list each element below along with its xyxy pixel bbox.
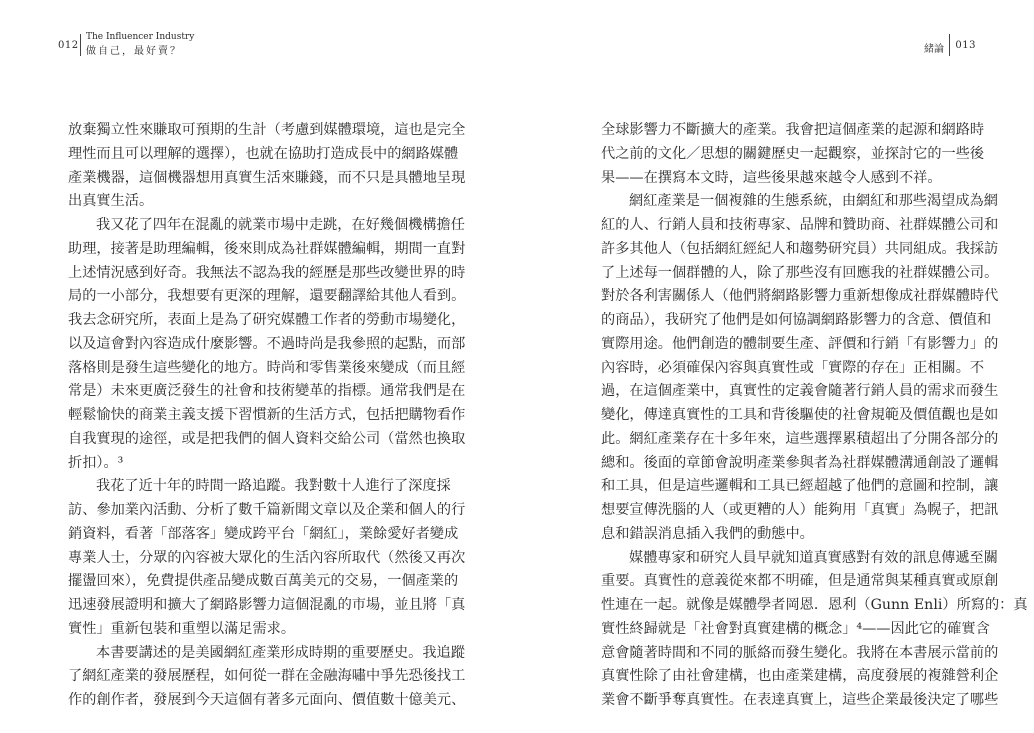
header-divider [80, 34, 81, 56]
text-line: 放棄獨立性來賺取可預期的生計（考慮到媒體環境，這也是完全 [68, 122, 466, 138]
text-line: 果——在撰寫本文時，這些後果越來越令人感到不祥。 [601, 169, 942, 186]
text-line: 理性而且可以理解的選擇），也就在協助打造成長中的網路媒體 [68, 145, 459, 162]
text-line: 許多其他人（包括網紅經紀人和趨勢研究員）共同組成。我採訪 [601, 240, 999, 257]
text-line: 實際用途。他們創造的體制要生產、評價和行銷「有影響力」的 [601, 335, 999, 352]
text-line: 和工具，但是這些邏輯和工具已經超越了他們的意圖和控制，讓 [601, 478, 999, 495]
text-line: 性連在一起。就像是媒體學者岡恩．恩利（Gunn Enli）所寫的：真 [601, 597, 1028, 613]
text-line: 媒體專家和研究人員早就知道真實感對有效的訊息傳遞至關 [629, 549, 998, 566]
text-line: 我去念研究所，表面上是為了研究媒體工作者的勞動市場變化， [68, 312, 466, 328]
text-line: 本書要講述的是美國網紅產業形成時期的重要歷史。我追蹤 [96, 644, 465, 661]
text-line: 上述情況感到好奇。我無法不認為我的經歷是那些改變世界的時 [68, 264, 466, 281]
text-line: 擺盪回來），免費提供產品變成數百萬美元的交易，一個產業的 [68, 573, 459, 590]
book-title-zh: 做自己，最好賣？ [86, 46, 182, 57]
chapter-title: 緒論 [924, 44, 944, 55]
text-line: 訪、參加業內活動、分析了數千篇新聞文章以及企業和個人的行 [68, 502, 466, 518]
text-line: 總和。後面的章節會說明產業參與者為社群媒體溝通創設了邏輯 [601, 454, 999, 471]
left-page-number: 012 [58, 40, 79, 51]
text-line: 出真實生活。 [68, 193, 154, 210]
text-line: 產業機器，這個機器想用真實生活來賺錢，而不只是具體地呈現 [68, 169, 466, 186]
text-line: 輕鬆愉快的商業主義支援下習慣新的生活方式，包括把購物看作 [68, 407, 466, 423]
text-line: 作的創作者，發展到今天這個有著多元面向、價值數十億美元、 [68, 692, 466, 708]
text-line: 紅的人、行銷人員和技術專家、品牌和贊助商、社群媒體公司和 [601, 217, 999, 233]
text-line: 重要。真實性的意義從來都不明確，但是通常與某種真實或原創 [601, 573, 999, 590]
text-line: 全球影響力不斷擴大的產業。我會把這個產業的起源和網路時 [601, 122, 985, 138]
right-page-number: 013 [955, 40, 976, 51]
text-line: 局的一小部分，我想要有更深的理解，還要翻譯給其他人看到。 [68, 288, 466, 305]
text-line: 內容時，必須確保內容與真實性或「實際的存在」正相關。不 [601, 359, 985, 376]
text-line: 銷資料，看著「部落客」變成跨平台「網紅」，業餘愛好者變成 [68, 525, 459, 542]
text-line: 常是）未來更廣泛發生的社會和技術變革的指標。通常我們是在 [68, 383, 466, 400]
text-line: 息和錯誤消息插入我們的動態中。 [601, 525, 814, 542]
text-line: 了上述每一個群體的人，除了那些沒有回應我的社群媒體公司。 [601, 264, 999, 281]
text-line: 自我實現的途徑，或是把我們的個人資料交給公司（當然也換取 [68, 430, 466, 447]
text-line: 折扣）。³ [68, 454, 124, 471]
text-line: 了網紅產業的發展歷程，如何從一群在金融海嘯中爭先恐後找工 [68, 668, 466, 685]
text-line: 實性終歸就是「社會對真實建構的概念」⁴——因此它的確實含 [601, 620, 990, 637]
text-line: 網紅產業是一個複雜的生態系統，由網紅和那些渴望成為網 [629, 193, 998, 210]
right-page [517, 0, 1034, 733]
text-line: 我又花了四年在混亂的就業市場中走跳，在好幾個機構擔任 [96, 217, 465, 233]
text-line: 助理，接著是助理編輯，後來則成為社群媒體編輯，期間一直對 [68, 240, 466, 257]
header-divider [949, 34, 950, 56]
text-line: 實性」重新包裝和重塑以滿足需求。 [68, 620, 296, 637]
book-title-en: The Influencer Industry [86, 32, 195, 42]
text-line: 此。網紅產業存在十多年來，這些選擇累積超出了分開各部分的 [601, 430, 999, 447]
text-line: 迅速發展證明和擴大了網路影響力這個混亂的市場，並且將「真 [68, 597, 466, 613]
text-line: 過，在這個產業中，真實性的定義會隨著行銷人員的需求而發生 [601, 383, 999, 400]
text-line: 真實性除了由社會建構，也由產業建構，高度發展的複雜營利企 [601, 668, 999, 685]
text-line: 專業人士，分眾的內容被大眾化的生活內容所取代（然後又再次 [68, 549, 466, 566]
text-line: 代之前的文化／思想的關鍵歷史一起觀察，並探討它的一些後 [601, 145, 985, 162]
text-line: 落格則是發生這些變化的地方。時尚和零售業後來變成（而且經 [68, 359, 466, 376]
text-line: 對於各利害關係人（他們將網路影響力重新想像成社群媒體時代 [601, 288, 999, 305]
text-line: 變化，傳達真實性的工具和背後驅使的社會規範及價值觀也是如 [601, 407, 999, 423]
text-line: 意會隨著時間和不同的脈絡而發生變化。我將在本書展示當前的 [601, 644, 999, 661]
text-line: 以及這會對內容造成什麼影響。不過時尚是我參照的起點，而部 [68, 335, 466, 352]
text-line: 想要宣傳洗腦的人（或更糟的人）能夠用「真實」為幌子，把訊 [601, 502, 999, 518]
text-line: 的商品），我研究了他們是如何協調網路影響力的含意、價值和 [601, 312, 992, 328]
text-line: 業會不斷爭奪真實性。在表達真實上，這些企業最後決定了哪些 [601, 692, 999, 708]
text-line: 我花了近十年的時間一路追蹤。我對數十人進行了深度採 [96, 478, 451, 495]
